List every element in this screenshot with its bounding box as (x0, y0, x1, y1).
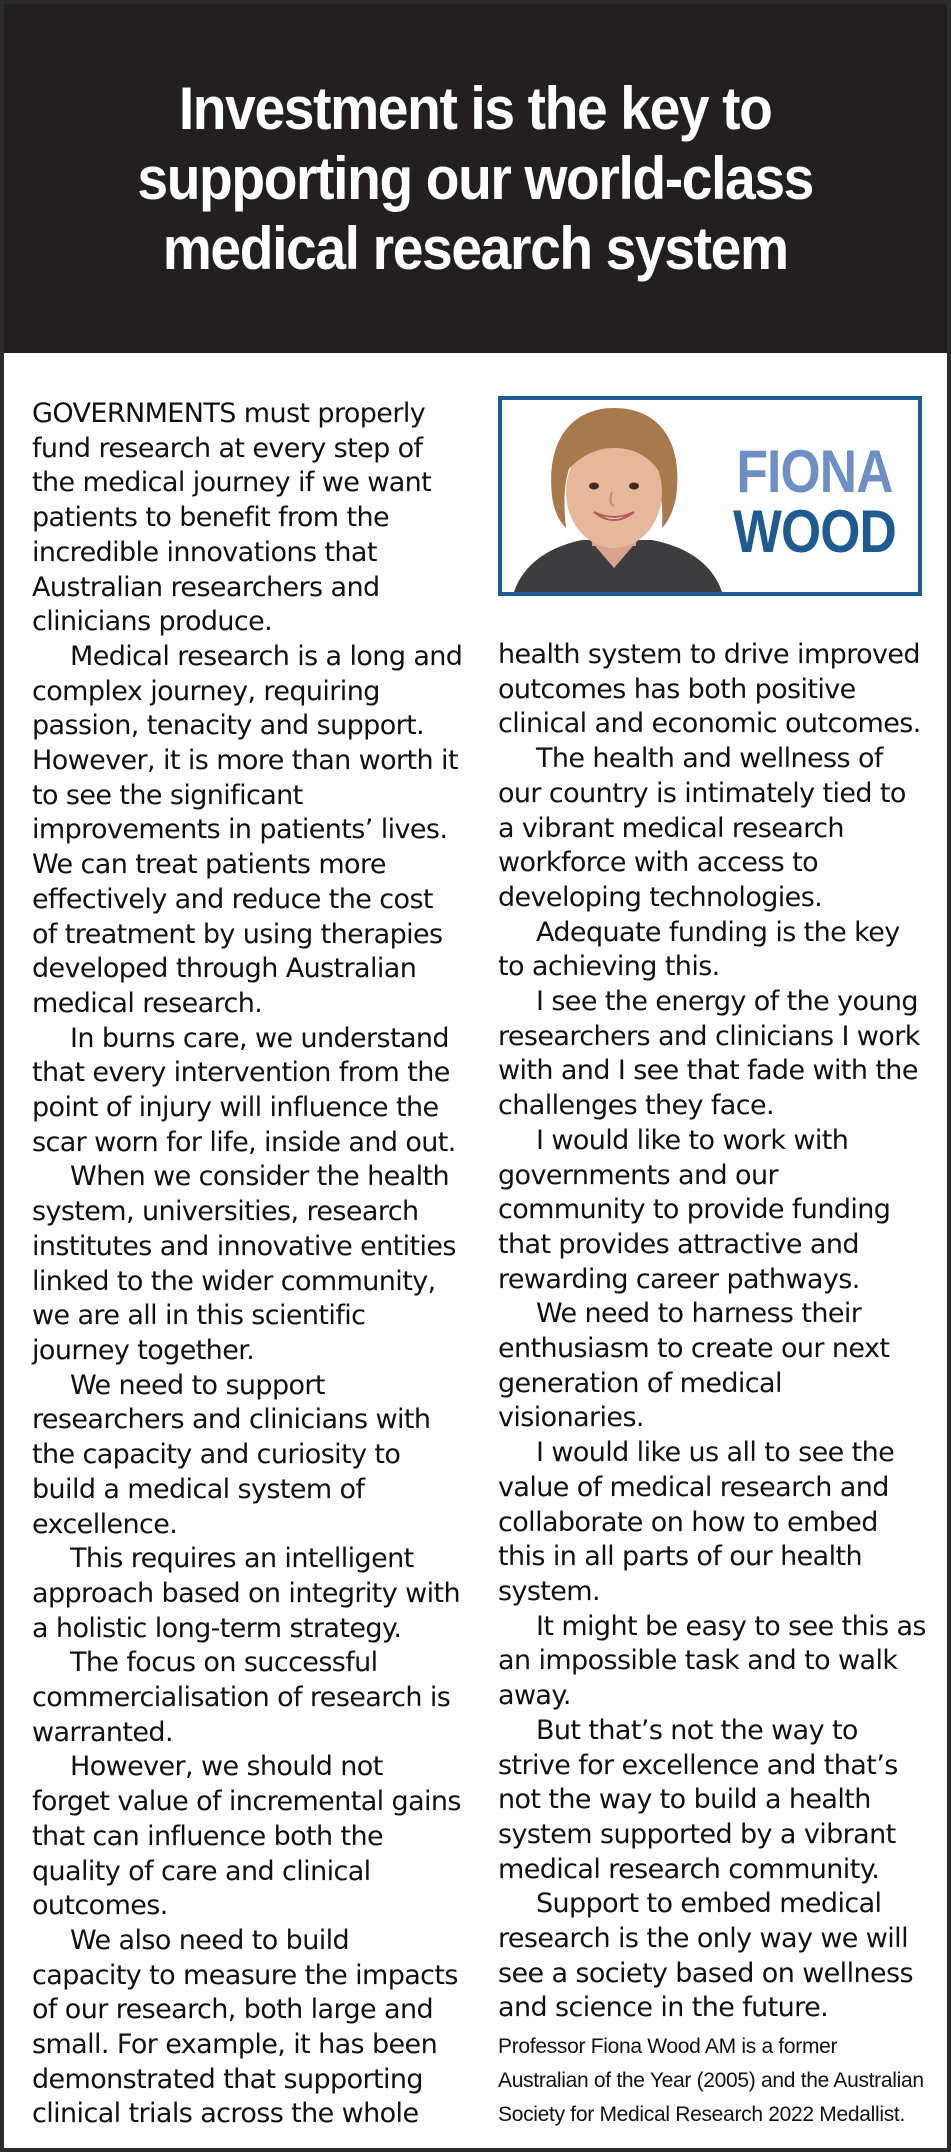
paragraph: It might be easy to see this as an impossible task and to walk away. (498, 1610, 926, 1712)
portrait-illustration (502, 400, 727, 592)
author-byline-box (498, 396, 922, 596)
paragraph: health system to drive improved outcomes has both positive clinical and economic outcomes. (498, 639, 921, 740)
headline-line: supporting our world-class (137, 144, 814, 212)
author-bio: Professor Fiona Wood AM is a former Australian of the Year (2005) and the Australian Society for Medical Research 2022 Medallist. (498, 2035, 924, 2127)
paragraph: This requires an intelligent approach based on integrity with a holistic long-term strategy. (32, 1543, 461, 1644)
paragraph: However, we should not forget value of incremental gains that can influence both the quality of care and clinical outcomes. (32, 1751, 461, 1922)
paragraph: The health and wellness of our country is intimately tied to a vibrant medical research workforce with access to developing technologies. (498, 743, 906, 913)
paragraph: We need to harness their enthusiasm to create our next generation of medical visionaries. (498, 1298, 890, 1434)
author-last-name: WOOD (733, 498, 896, 565)
left-column (32, 397, 464, 2132)
right-column (498, 638, 928, 2132)
paragraph: We also need to build capacity to measure the impacts of our research, both large and small. For example, it has been demonstrated that supporting clinical trials across the whole (32, 1924, 458, 2130)
headline-banner (4, 4, 947, 353)
headline-line: medical research system (163, 214, 788, 282)
headline-line: Investment is the key to (179, 74, 772, 142)
author-portrait-photo (502, 400, 727, 592)
paragraph: I would like to work with governments and our community to provide funding that provides attractive and rewarding career pathways. (498, 1124, 891, 1295)
paragraph: The focus on successful commercialisation of research is warranted. (32, 1647, 451, 1748)
paragraph: In burns care, we understand that every intervention from the point of injury will influence the scar worn for life, inside and out. (32, 1022, 456, 1158)
author-name (722, 438, 907, 565)
paragraph: But that’s not the way to strive for excellence and that’s not the way to build a health system supported by a vibrant medical research community. (498, 1714, 898, 1885)
paragraph: I would like us all to see the value of medical research and collaborate on how to embed this in all parts of our health system. (498, 1437, 895, 1607)
paragraph: GOVERNMENTS must properly fund research at every step of the medical journey if we want patients to benefit from the incredible innovations that Australian researchers and clinicians produce. (32, 398, 432, 638)
author-first-name: FIONA (736, 438, 893, 505)
paragraph: Support to embed medical research is the only way we will see a society based on wellness and science in the future. (498, 1888, 913, 2024)
paragraph: I see the energy of the young researchers and clinicians I work with and I see that fade with the challenges they face. (498, 986, 920, 1122)
paragraph: Medical research is a long and complex journey, requiring passion, tenacity and support. However, it is more than worth it to see the significant improvements in patients’ lives. We can treat patients more effectively and reduce the cost of treatment by using therapies developed through Australian medical research. (32, 640, 463, 1019)
paragraph: When we consider the health system, universities, research institutes and innovative entities linked to the wider community, we are all in this scientific journey together. (32, 1161, 456, 1366)
paragraph: We need to support researchers and clinicians with the capacity and curiosity to build a medical system of excellence. (32, 1369, 431, 1540)
paragraph: Adequate funding is the key to achieving this. (498, 916, 900, 983)
headline (101, 74, 850, 284)
